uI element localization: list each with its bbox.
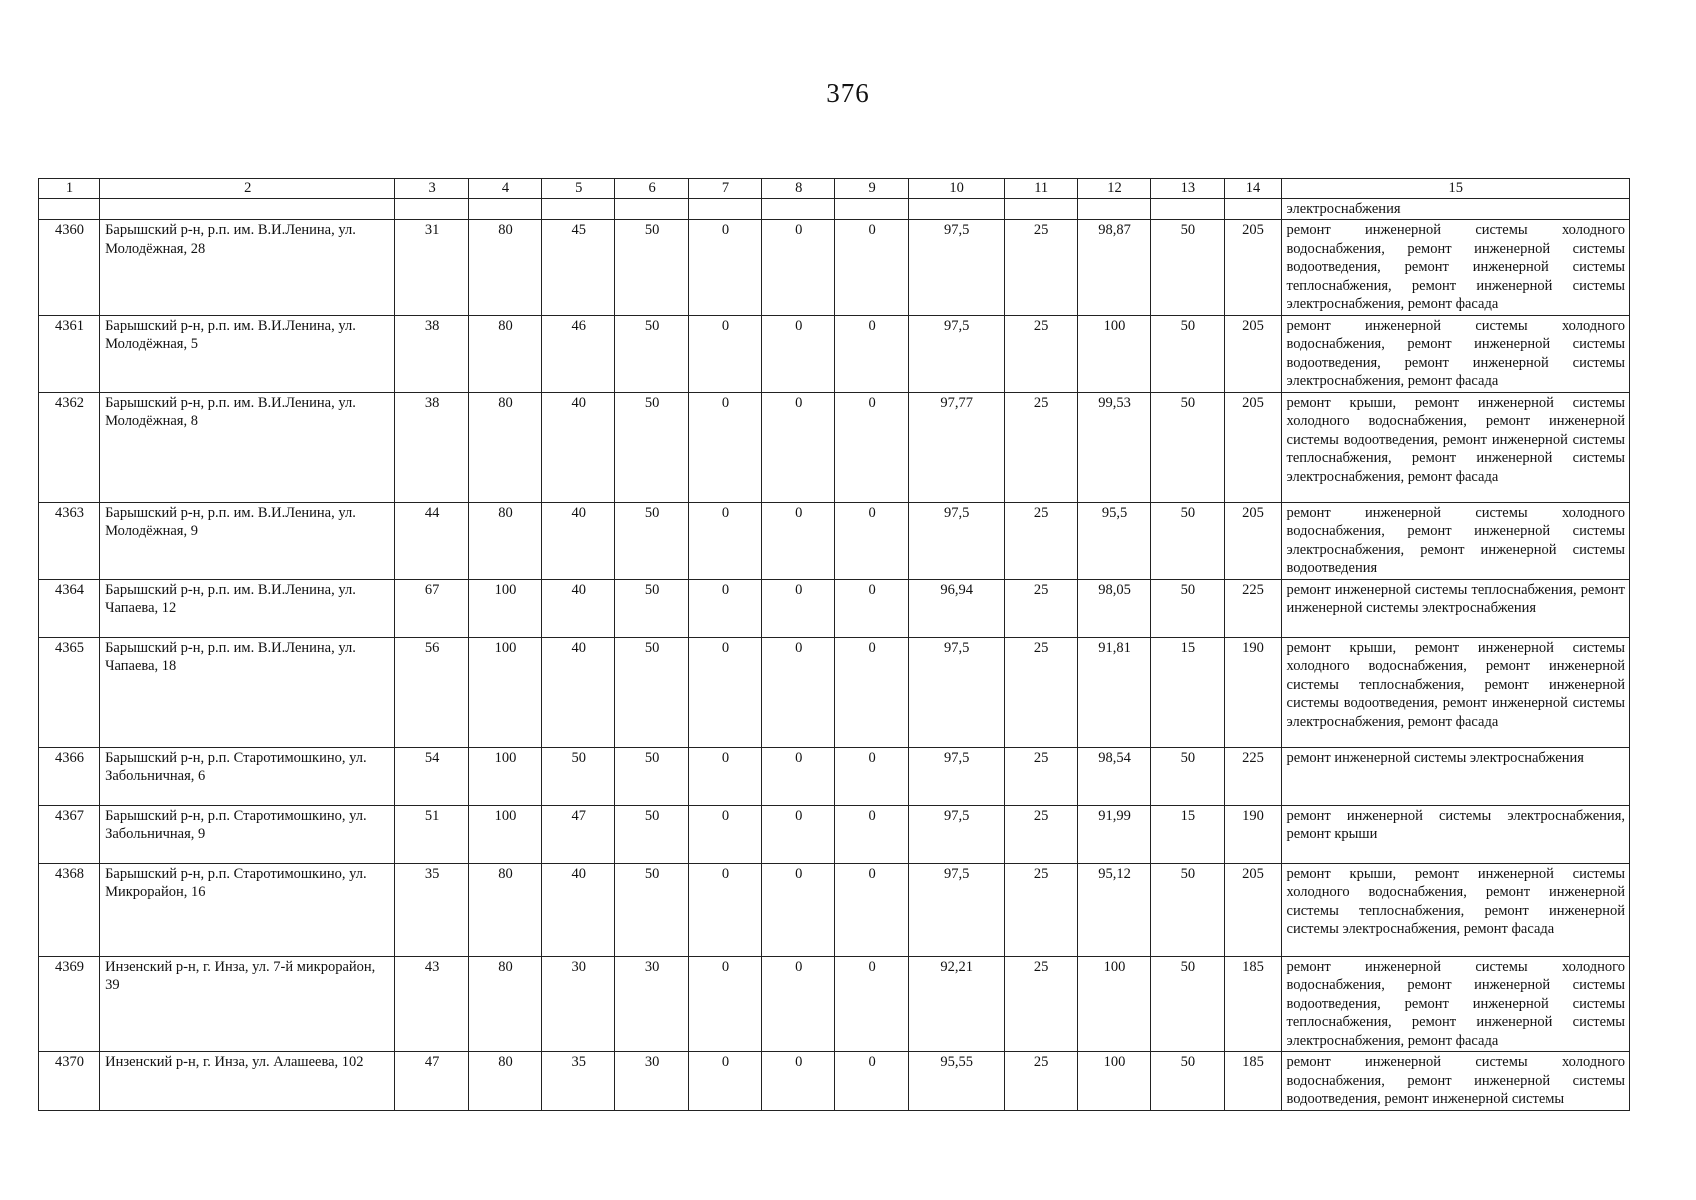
value-cell: 0 [762, 747, 835, 805]
works-cell: ремонт крыши, ремонт инженерной системы холодного водоснабжения, ремонт инженерной системы водоотведения, ремонт инженерной системы теплоснабжения, ремонт инженерной системы электроснабжения, ремонт фасада [1281, 392, 1629, 502]
value-cell: 0 [688, 315, 761, 392]
value-cell: 95,5 [1077, 502, 1150, 579]
value-cell: 190 [1224, 805, 1281, 863]
value-cell: 98,54 [1077, 747, 1150, 805]
value-cell: 0 [762, 392, 835, 502]
value-cell: 91,81 [1077, 637, 1150, 747]
row-number-cell: 4368 [39, 863, 100, 956]
row-number-cell: 4365 [39, 637, 100, 747]
value-cell: 0 [688, 579, 761, 637]
column-header: 15 [1281, 179, 1629, 199]
value-cell: 30 [542, 956, 615, 1052]
value-cell: 50 [1151, 502, 1224, 579]
value-cell: 54 [395, 747, 468, 805]
value-cell: 0 [762, 220, 835, 316]
value-cell: 100 [468, 579, 541, 637]
value-cell: 45 [542, 220, 615, 316]
value-cell: 0 [688, 956, 761, 1052]
value-cell: 97,77 [908, 392, 1004, 502]
value-cell: 80 [468, 956, 541, 1052]
value-cell: 100 [1077, 315, 1150, 392]
address-cell: Инзенский р-н, г. Инза, ул. Алашеева, 102 [100, 1052, 395, 1111]
value-cell: 99,53 [1077, 392, 1150, 502]
value-cell: 47 [542, 805, 615, 863]
value-cell: 15 [1151, 805, 1224, 863]
value-cell: 97,5 [908, 805, 1004, 863]
address-cell: Барышский р-н, р.п. Старотимошкино, ул. Микрорайон, 16 [100, 863, 395, 956]
value-cell: 50 [1151, 863, 1224, 956]
value-cell: 15 [1151, 637, 1224, 747]
value-cell: 0 [835, 863, 908, 956]
value-cell: 0 [762, 502, 835, 579]
value-cell: 40 [542, 637, 615, 747]
value-cell: 0 [688, 220, 761, 316]
value-cell: 35 [542, 1052, 615, 1111]
row-number-cell: 4360 [39, 220, 100, 316]
value-cell: 30 [615, 1052, 688, 1111]
value-cell: 43 [395, 956, 468, 1052]
value-cell: 25 [1004, 502, 1077, 579]
value-cell: 35 [395, 863, 468, 956]
row-number-cell: 4362 [39, 392, 100, 502]
column-header: 12 [1077, 179, 1150, 199]
value-cell: 44 [395, 502, 468, 579]
works-cell: ремонт инженерной системы холодного водоснабжения, ремонт инженерной системы водоотведения, ремонт инженерной системы теплоснабжения, ремонт инженерной системы электроснабжения, ремонт фасада [1281, 220, 1629, 316]
row-number-cell: 4363 [39, 502, 100, 579]
value-cell: 185 [1224, 1052, 1281, 1111]
table-row [39, 502, 1630, 579]
value-cell: 25 [1004, 220, 1077, 316]
value-cell: 0 [762, 579, 835, 637]
header-row [39, 179, 1630, 199]
column-header: 13 [1151, 179, 1224, 199]
value-cell: 0 [835, 637, 908, 747]
column-header: 10 [908, 179, 1004, 199]
value-cell: 95,12 [1077, 863, 1150, 956]
value-cell: 50 [615, 637, 688, 747]
value-cell: 40 [542, 392, 615, 502]
row-number-cell: 4364 [39, 579, 100, 637]
value-cell: 50 [615, 315, 688, 392]
value-cell: 0 [835, 502, 908, 579]
table-body [39, 198, 1630, 1110]
value-cell: 80 [468, 220, 541, 316]
column-header: 2 [100, 179, 395, 199]
value-cell: 80 [468, 315, 541, 392]
address-cell: Барышский р-н, р.п. Старотимошкино, ул. Забольничная, 9 [100, 805, 395, 863]
value-cell: 25 [1004, 747, 1077, 805]
value-cell: 50 [1151, 392, 1224, 502]
value-cell: 100 [468, 637, 541, 747]
value-cell: 47 [395, 1052, 468, 1111]
address-cell: Барышский р-н, р.п. им. В.И.Ленина, ул. Молодёжная, 8 [100, 392, 395, 502]
address-cell: Барышский р-н, р.п. Старотимошкино, ул. Забольничная, 6 [100, 747, 395, 805]
page-number: 376 [826, 78, 870, 108]
works-cell: ремонт инженерной системы электроснабжения [1281, 747, 1629, 805]
row-number-cell: 4370 [39, 1052, 100, 1111]
value-cell: 98,05 [1077, 579, 1150, 637]
value-cell: 92,21 [908, 956, 1004, 1052]
value-cell: 0 [762, 315, 835, 392]
value-cell: 50 [1151, 315, 1224, 392]
value-cell: 25 [1004, 392, 1077, 502]
value-cell: 80 [468, 392, 541, 502]
address-cell: Барышский р-н, р.п. им. В.И.Ленина, ул. Чапаева, 12 [100, 579, 395, 637]
value-cell: 97,5 [908, 637, 1004, 747]
carry-over-text: электроснабжения [1281, 198, 1629, 220]
table-row [39, 315, 1630, 392]
value-cell: 205 [1224, 392, 1281, 502]
row-number-cell: 4366 [39, 747, 100, 805]
value-cell: 50 [1151, 579, 1224, 637]
table-row [39, 637, 1630, 747]
value-cell: 67 [395, 579, 468, 637]
value-cell: 0 [762, 637, 835, 747]
column-header: 14 [1224, 179, 1281, 199]
row-number-cell: 4367 [39, 805, 100, 863]
value-cell: 0 [835, 315, 908, 392]
value-cell: 0 [688, 637, 761, 747]
value-cell: 50 [615, 220, 688, 316]
value-cell: 97,5 [908, 747, 1004, 805]
value-cell: 50 [1151, 956, 1224, 1052]
value-cell: 97,5 [908, 863, 1004, 956]
works-cell: ремонт инженерной системы холодного водоснабжения, ремонт инженерной системы водоотведения, ремонт инженерной системы электроснабжения, ремонт фасада [1281, 315, 1629, 392]
value-cell: 100 [1077, 1052, 1150, 1111]
value-cell: 97,5 [908, 315, 1004, 392]
value-cell: 46 [542, 315, 615, 392]
value-cell: 80 [468, 502, 541, 579]
value-cell: 50 [615, 502, 688, 579]
value-cell: 225 [1224, 747, 1281, 805]
value-cell: 205 [1224, 315, 1281, 392]
works-cell: ремонт крыши, ремонт инженерной системы холодного водоснабжения, ремонт инженерной системы теплоснабжения, ремонт инженерной системы водоотведения, ремонт инженерной системы электроснабжения, ремонт фасада [1281, 637, 1629, 747]
address-cell: Барышский р-н, р.п. им. В.И.Ленина, ул. Молодёжная, 28 [100, 220, 395, 316]
value-cell: 225 [1224, 579, 1281, 637]
value-cell: 0 [762, 805, 835, 863]
value-cell: 31 [395, 220, 468, 316]
works-cell: ремонт инженерной системы холодного водоснабжения, ремонт инженерной системы электроснабжения, ремонт инженерной системы водоотведения [1281, 502, 1629, 579]
value-cell: 50 [615, 805, 688, 863]
value-cell: 0 [762, 1052, 835, 1111]
value-cell: 25 [1004, 956, 1077, 1052]
value-cell: 0 [835, 747, 908, 805]
value-cell: 25 [1004, 315, 1077, 392]
value-cell: 25 [1004, 579, 1077, 637]
works-cell: ремонт инженерной системы холодного водоснабжения, ремонт инженерной системы водоотведения, ремонт инженерной системы [1281, 1052, 1629, 1111]
column-header: 7 [688, 179, 761, 199]
value-cell: 25 [1004, 1052, 1077, 1111]
value-cell: 185 [1224, 956, 1281, 1052]
works-cell: ремонт инженерной системы холодного водоснабжения, ремонт инженерной системы водоотведения, ремонт инженерной системы теплоснабжения, ремонт инженерной системы электроснабжения, ремонт фасада [1281, 956, 1629, 1052]
value-cell: 205 [1224, 220, 1281, 316]
value-cell: 100 [468, 747, 541, 805]
value-cell: 98,87 [1077, 220, 1150, 316]
address-cell: Инзенский р-н, г. Инза, ул. 7-й микрорайон, 39 [100, 956, 395, 1052]
value-cell: 50 [1151, 1052, 1224, 1111]
value-cell: 38 [395, 315, 468, 392]
value-cell: 51 [395, 805, 468, 863]
register-table [38, 178, 1630, 1111]
table-row [39, 579, 1630, 637]
row-number-cell: 4361 [39, 315, 100, 392]
value-cell: 0 [835, 805, 908, 863]
value-cell: 205 [1224, 502, 1281, 579]
value-cell: 0 [835, 392, 908, 502]
value-cell: 0 [688, 805, 761, 863]
value-cell: 40 [542, 502, 615, 579]
column-header: 4 [468, 179, 541, 199]
value-cell: 40 [542, 863, 615, 956]
address-cell: Барышский р-н, р.п. им. В.И.Ленина, ул. Молодёжная, 9 [100, 502, 395, 579]
value-cell: 40 [542, 579, 615, 637]
value-cell: 25 [1004, 637, 1077, 747]
value-cell: 50 [1151, 747, 1224, 805]
value-cell: 50 [615, 579, 688, 637]
column-header: 9 [835, 179, 908, 199]
value-cell: 25 [1004, 805, 1077, 863]
value-cell: 38 [395, 392, 468, 502]
column-header: 8 [762, 179, 835, 199]
value-cell: 50 [615, 863, 688, 956]
value-cell: 95,55 [908, 1052, 1004, 1111]
value-cell: 100 [468, 805, 541, 863]
table-row [39, 1052, 1630, 1111]
value-cell: 100 [1077, 956, 1150, 1052]
value-cell: 25 [1004, 863, 1077, 956]
value-cell: 50 [615, 747, 688, 805]
value-cell: 50 [1151, 220, 1224, 316]
value-cell: 30 [615, 956, 688, 1052]
value-cell: 0 [835, 220, 908, 316]
value-cell: 0 [688, 502, 761, 579]
table-row [39, 747, 1630, 805]
value-cell: 0 [688, 863, 761, 956]
table-row [39, 392, 1630, 502]
works-cell: ремонт инженерной системы теплоснабжения, ремонт инженерной системы электроснабжения [1281, 579, 1629, 637]
table-row [39, 956, 1630, 1052]
column-header: 1 [39, 179, 100, 199]
value-cell: 0 [835, 1052, 908, 1111]
value-cell: 0 [688, 1052, 761, 1111]
row-number-cell: 4369 [39, 956, 100, 1052]
column-header: 6 [615, 179, 688, 199]
value-cell: 50 [615, 392, 688, 502]
value-cell: 0 [688, 747, 761, 805]
value-cell: 0 [762, 863, 835, 956]
value-cell: 205 [1224, 863, 1281, 956]
value-cell: 97,5 [908, 502, 1004, 579]
works-cell: ремонт крыши, ремонт инженерной системы холодного водоснабжения, ремонт инженерной системы теплоснабжения, ремонт инженерной системы электроснабжения, ремонт фасада [1281, 863, 1629, 956]
address-cell: Барышский р-н, р.п. им. В.И.Ленина, ул. Молодёжная, 5 [100, 315, 395, 392]
value-cell: 80 [468, 1052, 541, 1111]
value-cell: 50 [542, 747, 615, 805]
value-cell: 0 [688, 392, 761, 502]
column-header: 3 [395, 179, 468, 199]
carry-over-row [39, 198, 1630, 220]
table-row [39, 220, 1630, 316]
table-row [39, 805, 1630, 863]
value-cell: 190 [1224, 637, 1281, 747]
value-cell: 97,5 [908, 220, 1004, 316]
column-header: 11 [1004, 179, 1077, 199]
column-header: 5 [542, 179, 615, 199]
works-cell: ремонт инженерной системы электроснабжения, ремонт крыши [1281, 805, 1629, 863]
value-cell: 96,94 [908, 579, 1004, 637]
value-cell: 91,99 [1077, 805, 1150, 863]
value-cell: 0 [835, 956, 908, 1052]
address-cell: Барышский р-н, р.п. им. В.И.Ленина, ул. Чапаева, 18 [100, 637, 395, 747]
table-row [39, 863, 1630, 956]
value-cell: 56 [395, 637, 468, 747]
value-cell: 0 [762, 956, 835, 1052]
value-cell: 80 [468, 863, 541, 956]
value-cell: 0 [835, 579, 908, 637]
